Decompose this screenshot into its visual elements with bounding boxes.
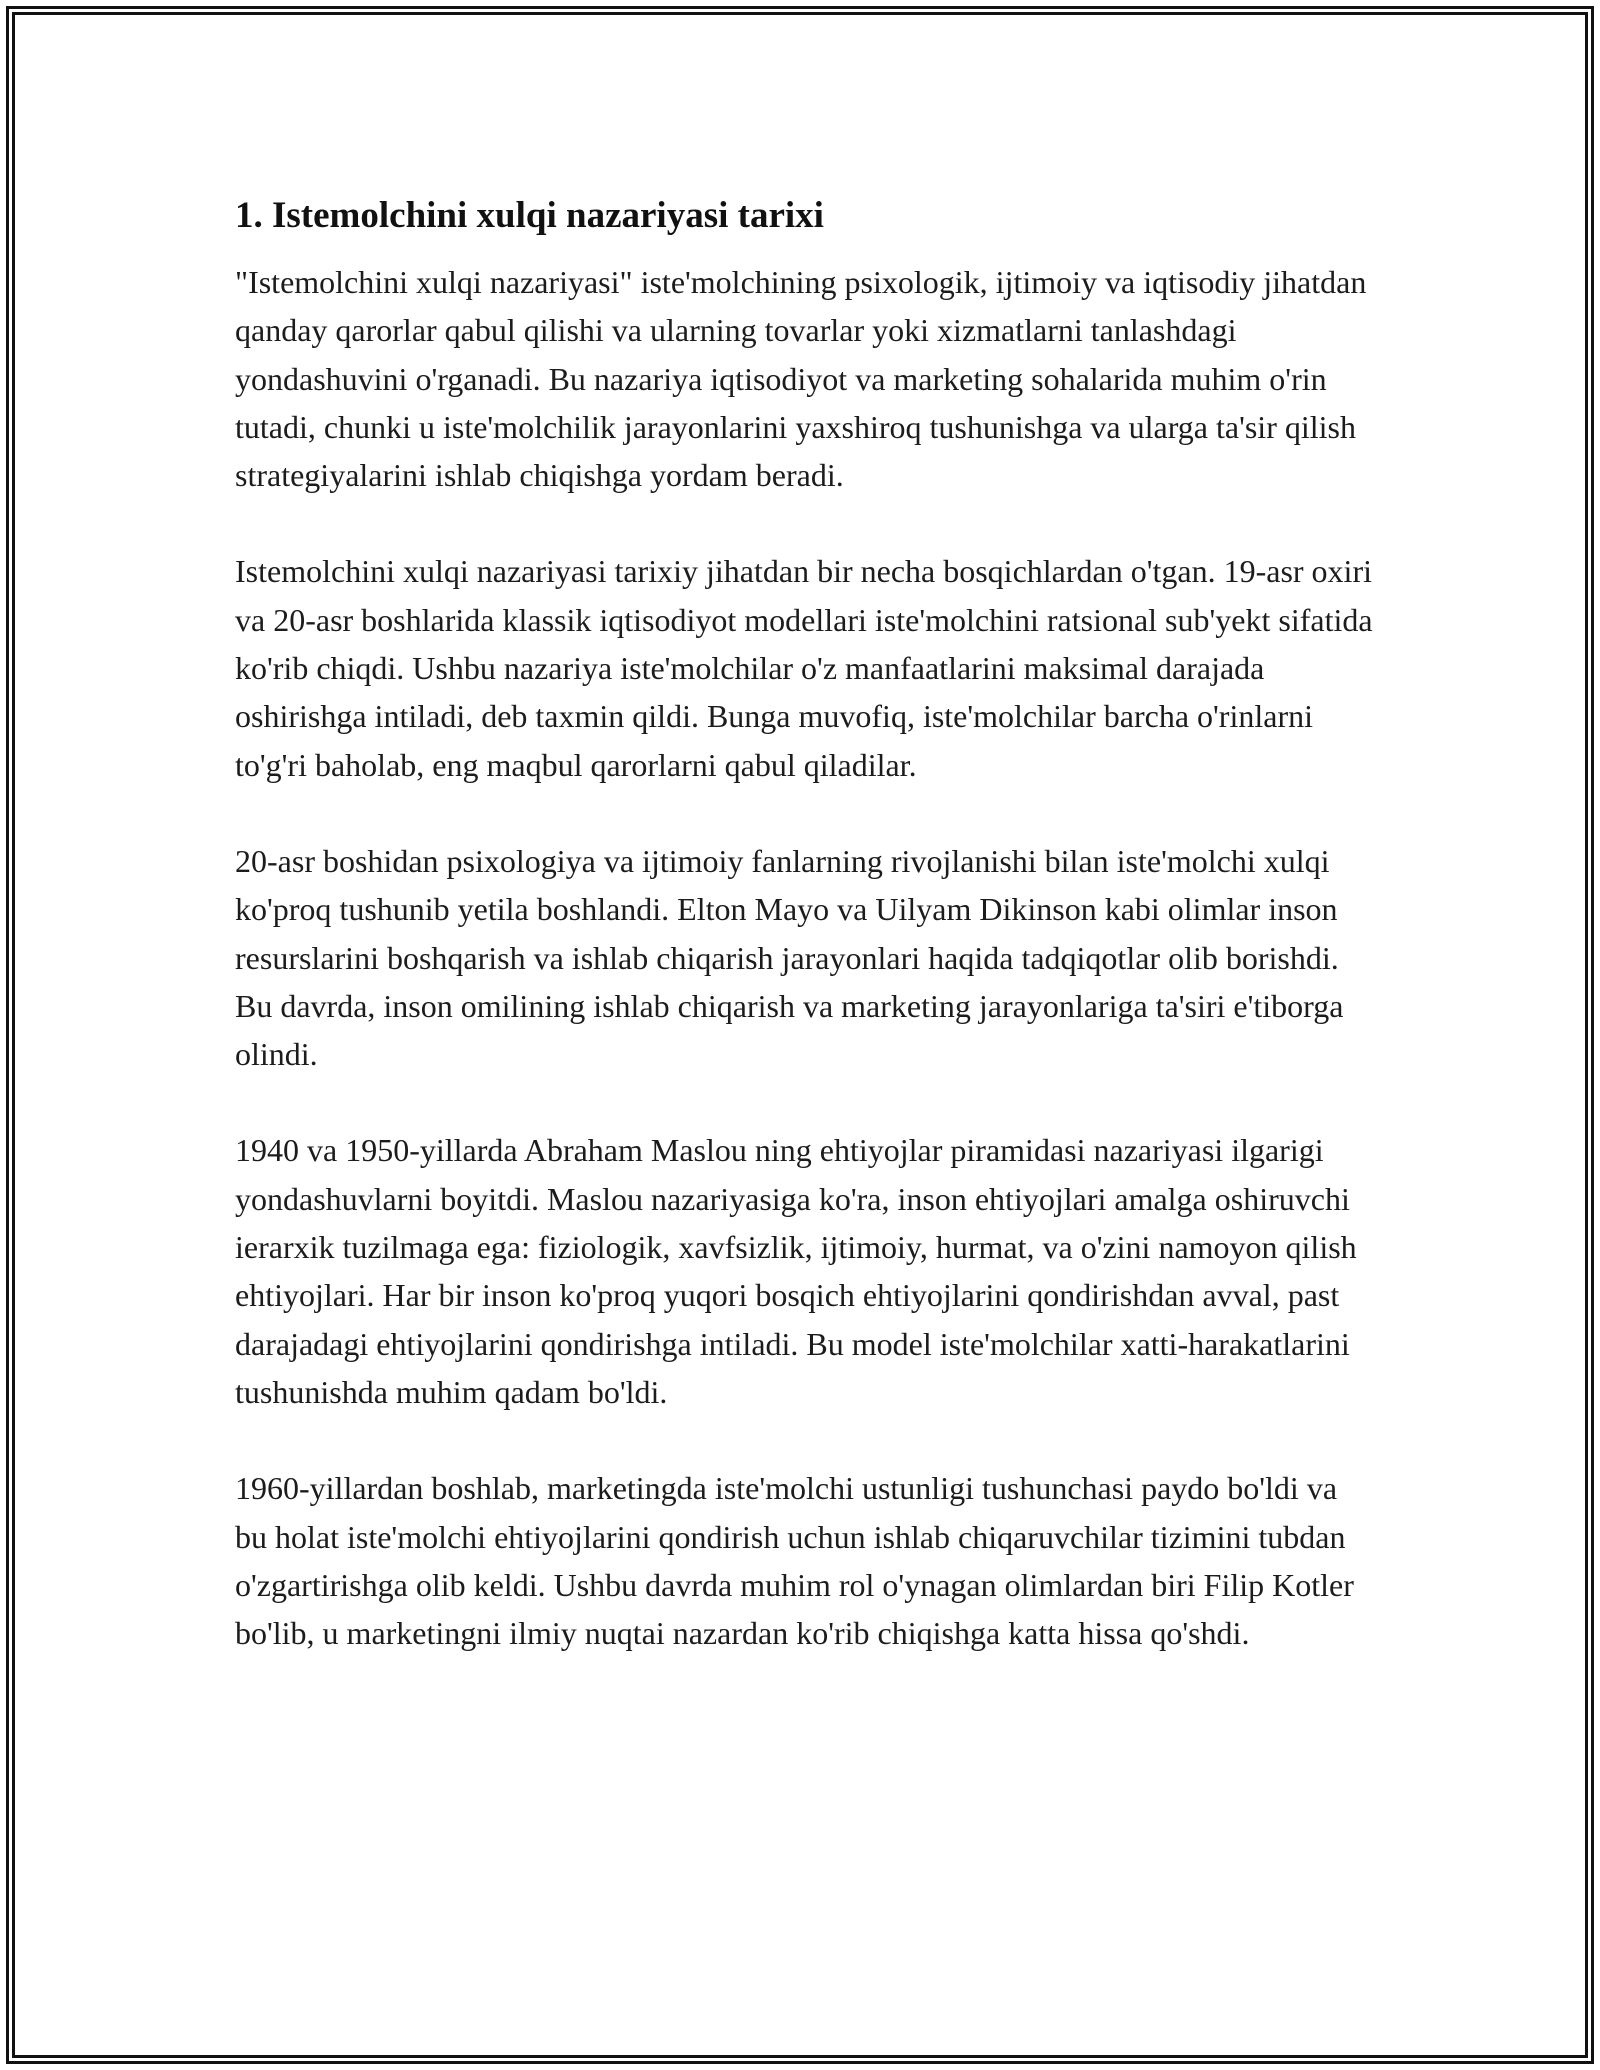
paragraph-classical-era: Istemolchini xulqi nazariyasi tarixiy jihatdan bir necha bosqichlardan o'tgan. 19-asr oxiri va 20-asr boshlarida klassik iqtisodiyot modellari iste'molchini ratsional sub'yekt sifatida ko'rib chiqdi. Ushbu nazariya iste'molchilar o'z manfaatlarini maksimal darajada oshirishga intiladi, deb taxmin qildi. Bunga muvofiq, iste'molchilar barcha o'rinlarni to'g'ri baholab, eng maqbul qarorlarni qabul qiladilar. — [235, 553, 1373, 783]
paragraph-intro: "Istemolchini xulqi nazariyasi" iste'molchining psixologik, ijtimoiy va iqtisodiy jihatdan qanday qarorlar qabul qilishi va ularning tovarlar yoki xizmatlarni tanlashdagi yondashuvini o'rganadi. Bu nazariya iqtisodiyot va marketing sohalarida muhim o'rin tutadi, chunki u iste'molchilik jarayonlarini yaxshiroq tushunishga va ularga ta'sir qilish strategiyalarini ishlab chiqishga yordam beradi. — [235, 264, 1367, 494]
section-heading: 1. Istemolchini xulqi nazariyasi tarixi — [235, 195, 824, 236]
paragraph-consumer-sovereignty: 1960-yillardan boshlab, marketingda iste'molchi ustunligi tushunchasi paydo bo'ldi va bu holat iste'molchi ehtiyojlarini qondirish uchun ishlab chiqaruvchilar tizimini tubdan o'zgartirishga olib keldi. Ushbu davrda muhim rol o'ynagan olimlardan biri Filip Kotler bo'lib, u marketingni ilmiy nuqtai nazardan ko'rib chiqishga katta hissa qo'shdi. — [235, 1470, 1354, 1652]
paragraph-psychology-era: 20-asr boshidan psixologiya va ijtimoiy fanlarning rivojlanishi bilan iste'molchi xulqi ko'proq tushunib yetila boshlandi. Elton Mayo va Uilyam Dikinson kabi olimlar inson resurslarini boshqarish va ishlab chiqarish jarayonlari haqida tadqiqotlar olib borishdi. Bu davrda, inson omilining ishlab chiqarish va marketing jarayonlariga ta'siri e'tiborga olindi. — [235, 842, 1344, 1073]
paragraph-maslow: 1940 va 1950-yillarda Abraham Maslou ning ehtiyojlar piramidasi nazariyasi ilgarigi yondashuvlarni boyitdi. Maslou nazariyasiga ko'ra, inson ehtiyojlari amalga oshiruvchi ierarxik tuzilmaga ega: fiziologik, xavfsizlik, ijtimoiy, hurmat, va o'zini namoyon qilish ehtiyojlari. Har bir inson ko'proq yuqori bosqich ehtiyojlarini qondirishdan avval, past darajadagi ehtiyojlarini qondirishga intiladi. Bu model iste'molchilar xatti-harakatlarini tushunishda muhim qadam bo'ldi. — [235, 1132, 1357, 1410]
document-body — [235, 190, 1375, 1705]
